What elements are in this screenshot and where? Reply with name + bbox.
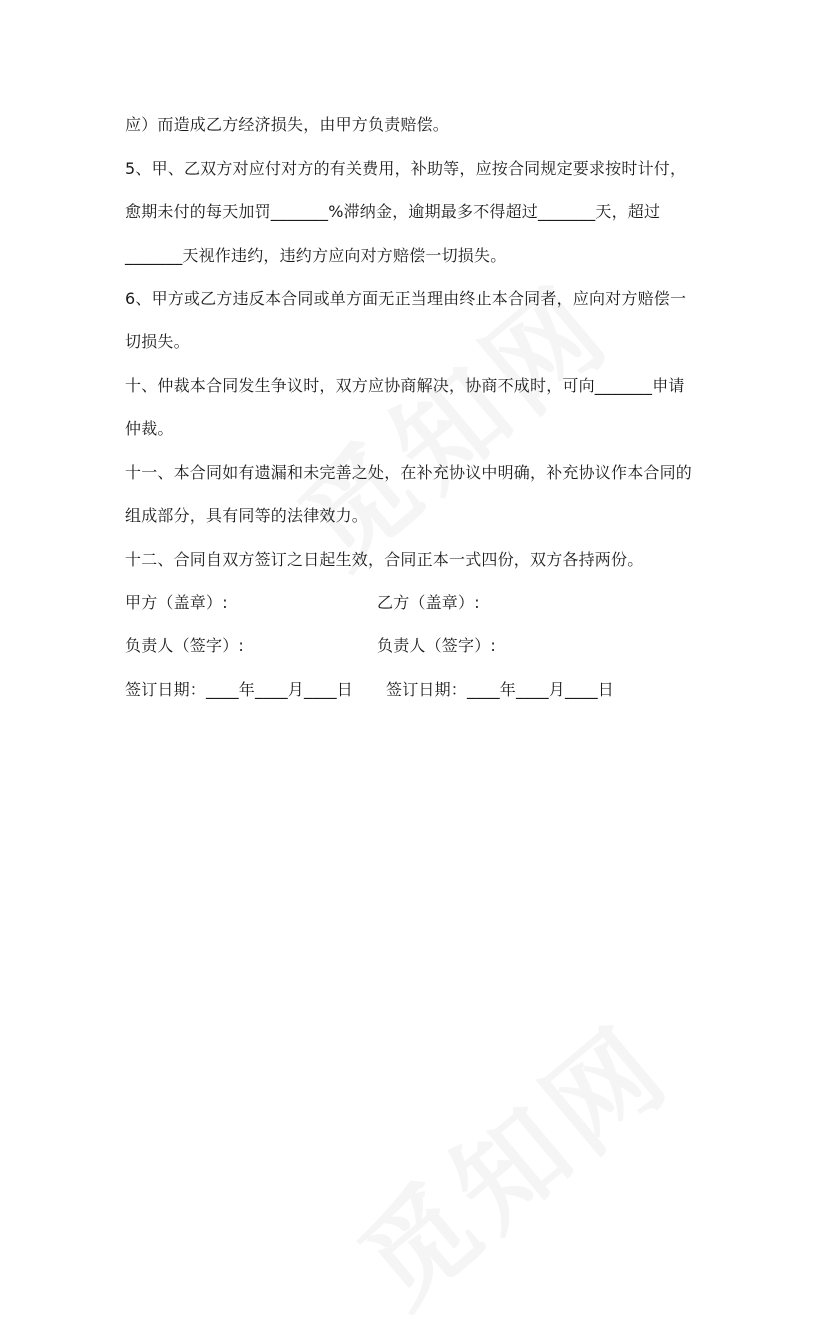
- party-b-date-label: 签订日期：____年____月____日: [386, 680, 615, 699]
- contract-line: 切损失。: [125, 332, 190, 351]
- party-b-signer-label: 负责人（签字）:: [377, 636, 496, 655]
- contract-clause-6: 6、甲方或乙方违反本合同或单方面无正当理由终止本合同者，应向对方赔偿一: [125, 289, 687, 308]
- party-a-signer-label: 负责人（签字）:: [125, 636, 244, 655]
- party-a-seal-label: 甲方（盖章）:: [125, 593, 228, 612]
- contract-line: 组成部分，具有同等的法律效力。: [125, 506, 369, 525]
- contract-clause-10: 十、仲裁本合同发生争议时，双方应协商解决，协商不成时，可向_______申请: [125, 376, 685, 395]
- contract-line: 应）而造成乙方经济损失，由甲方负责赔偿。: [125, 115, 450, 134]
- party-a-date-label: 签订日期：____年____月____日: [125, 680, 354, 699]
- watermark: [321, 983, 698, 1335]
- contract-clause-11: 十一、本合同如有遗漏和未完善之处，在补充协议中明确，补充协议作本合同的: [125, 463, 693, 482]
- contract-clause-12: 十二、合同自双方签订之日起生效，合同正本一式四份，双方各持两份。: [125, 550, 644, 569]
- contract-line: _______天视作违约，违约方应向对方赔偿一切损失。: [125, 246, 507, 265]
- contract-clause-5: 5、甲、乙双方对应付对方的有关费用，补助等，应按合同规定要求按时计付，: [125, 159, 687, 178]
- contract-line: 愈期未付的每天加罚_______%滞纳金，逾期最多不得超过_______天，超过: [125, 202, 661, 221]
- party-b-seal-label: 乙方（盖章）:: [377, 593, 480, 612]
- contract-line: 仲裁。: [125, 419, 174, 438]
